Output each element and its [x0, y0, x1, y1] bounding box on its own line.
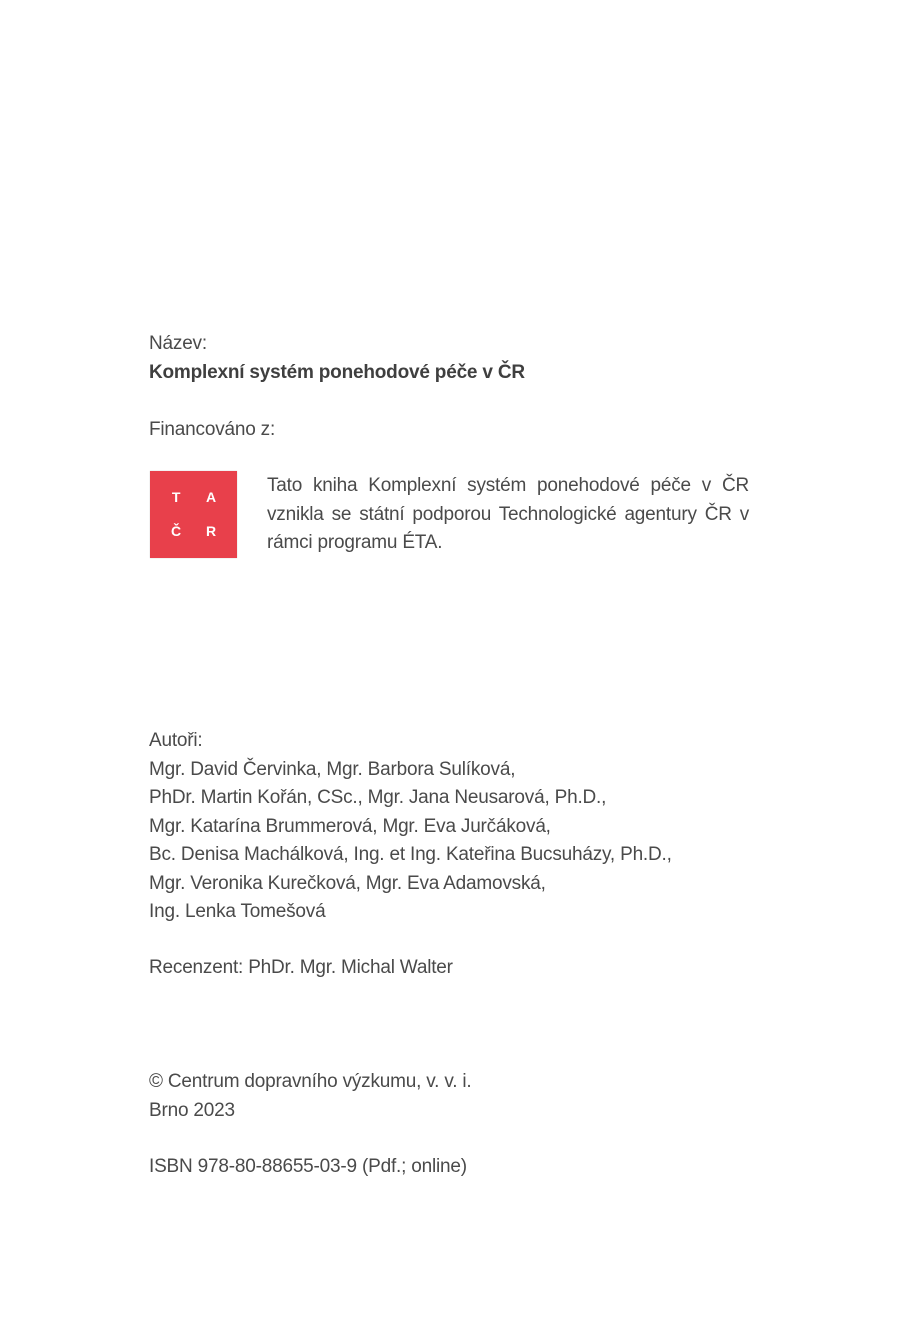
title-section: [149, 330, 525, 387]
funding-label: Financováno z:: [149, 419, 276, 440]
authors-line: Ing. Lenka Tomešová: [149, 901, 326, 922]
logo-letter-t: T: [171, 489, 181, 505]
reviewer: Recenzent: PhDr. Mgr. Michal Walter: [149, 957, 453, 978]
authors-line: Mgr. Katarína Brummerová, Mgr. Eva Jurčáková,: [149, 815, 551, 837]
authors-line: Mgr. Veronika Kurečková, Mgr. Eva Adamovská,: [149, 872, 546, 894]
title-label: Název:: [149, 333, 207, 354]
publisher-section: [149, 1068, 471, 1125]
authors-section: [149, 727, 672, 927]
logo-letter-r: R: [206, 523, 216, 539]
publisher-name: © Centrum dopravního výzkumu, v. v. i.: [149, 1071, 472, 1092]
publication-place-year: Brno 2023: [149, 1099, 235, 1121]
authors-line: Mgr. David Červinka, Mgr. Barbora Sulíková,: [149, 758, 516, 780]
isbn: ISBN 978-80-88655-03-9 (Pdf.; online): [149, 1156, 467, 1177]
logo-letter-c: Č: [171, 523, 181, 539]
book-title: Komplexní systém ponehodové péče v ČR: [149, 361, 525, 383]
tacr-logo: [150, 471, 237, 558]
logo-letter-a: A: [206, 489, 216, 505]
authors-label: Autoři:: [149, 730, 203, 751]
authors-line: Bc. Denisa Machálková, Ing. et Ing. Kateřina Bucsuházy, Ph.D.,: [149, 844, 672, 865]
funding-text: Tato kniha Komplexní systém ponehodové péče v ČR vznikla se státní podporou Technologické agentury ČR v rámci programu ÉTA.: [267, 475, 749, 553]
authors-line: PhDr. Martin Kořán, CSc., Mgr. Jana Neusarová, Ph.D.,: [149, 787, 607, 808]
